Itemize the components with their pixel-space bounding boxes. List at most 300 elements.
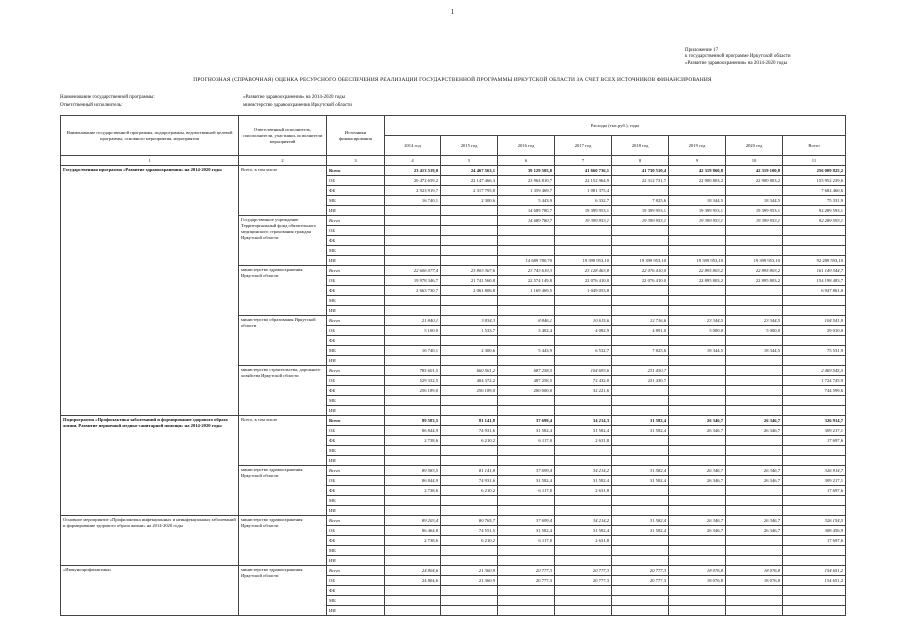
amount-cell: [498, 236, 555, 246]
amount-cell: 19 399 953,1: [726, 216, 783, 226]
amount-cell: [441, 246, 498, 256]
amount-cell: 74 551,5: [441, 526, 498, 536]
source-cell: Всего: [327, 416, 385, 426]
amount-cell: 23 128 463,8: [555, 266, 612, 276]
amount-cell: [498, 246, 555, 256]
amount-cell: [441, 546, 498, 556]
amount-cell: [441, 236, 498, 246]
amount-cell: [669, 596, 726, 606]
total-cell: 2 469 545,5: [783, 366, 846, 376]
source-cell: Всего: [327, 466, 385, 476]
amount-cell: [498, 396, 555, 406]
amount-cell: 22 147 466,3: [441, 176, 498, 186]
amount-cell: [555, 406, 612, 416]
amount-cell: [612, 406, 669, 416]
table-row: [61, 516, 846, 526]
executor-cell: министерство здравоохранения Иркутской области: [239, 566, 327, 616]
source-cell: ИИ: [327, 256, 385, 266]
amount-cell: 6 117,0: [498, 436, 555, 446]
executor-label: Ответственный исполнитель:: [60, 103, 123, 108]
amount-cell: 31 582,4: [612, 516, 669, 526]
source-cell: МБ: [327, 496, 385, 506]
amount-cell: [385, 596, 441, 606]
amount-cell: 23 964 810,7: [498, 176, 555, 186]
amount-cell: 22 895 803,2: [669, 266, 726, 276]
amount-cell: [441, 456, 498, 466]
amount-cell: [726, 596, 783, 606]
amount-cell: [669, 296, 726, 306]
amount-cell: 24 467 563,1: [441, 166, 498, 176]
total-cell: 154 651,2: [783, 566, 846, 576]
amount-cell: 20 777,3: [612, 576, 669, 586]
program-name-cell: Государственная программа «Развитие здравоохранения» на 2014-2020 годы: [61, 166, 239, 416]
amount-cell: [555, 586, 612, 596]
amount-cell: [441, 336, 498, 346]
source-cell: ОБ: [327, 426, 385, 436]
executor-cell: Всего, в том числе: [239, 416, 327, 466]
amount-cell: 5 443,9: [498, 196, 555, 206]
amount-cell: 31 582,4: [555, 526, 612, 536]
amount-cell: 19 399 953,1: [726, 206, 783, 216]
amount-cell: 687 258,5: [498, 366, 555, 376]
executor-cell: министерство здравоохранения Иркутской области: [239, 466, 327, 516]
amount-cell: [669, 246, 726, 256]
amount-cell: 26 346,7: [726, 476, 783, 486]
total-cell: 92 289 593,1: [783, 206, 846, 216]
source-cell: МБ: [327, 296, 385, 306]
amount-cell: [385, 356, 441, 366]
amount-cell: [441, 586, 498, 596]
amount-cell: 487 258,5: [498, 376, 555, 386]
amount-cell: [441, 216, 498, 226]
source-cell: Всего: [327, 166, 385, 176]
table-row: [61, 166, 846, 176]
amount-cell: [669, 306, 726, 316]
amount-cell: 529 332,5: [385, 376, 441, 386]
amount-cell: 24 804,6: [385, 576, 441, 586]
total-cell: 17 697,6: [783, 536, 846, 546]
table-body: [61, 166, 846, 616]
source-cell: МБ: [327, 596, 385, 606]
amount-cell: 20 777,3: [555, 576, 612, 586]
amount-cell: 22 900 803,2: [726, 176, 783, 186]
amount-cell: 19 399 953,1: [612, 206, 669, 216]
amount-cell: 1 169 469,5: [498, 286, 555, 296]
source-cell: Всего: [327, 516, 385, 526]
amount-cell: [612, 436, 669, 446]
amount-cell: 34 214,2: [555, 516, 612, 526]
amount-cell: [612, 396, 669, 406]
executor-cell: Государственное учреждение Территориальный фонд обязательного медицинского страхования граждан Иркутской области: [239, 216, 327, 266]
amount-cell: [726, 366, 783, 376]
amount-cell: [726, 286, 783, 296]
amount-cell: 19 399 953,10: [612, 256, 669, 266]
amount-cell: [441, 396, 498, 406]
amount-cell: 26 346,7: [726, 516, 783, 526]
amount-cell: [441, 496, 498, 506]
amount-cell: [669, 336, 726, 346]
source-cell: МБ: [327, 396, 385, 406]
amount-cell: 18 344,5: [669, 196, 726, 206]
source-cell: ИИ: [327, 556, 385, 566]
amount-cell: 41 730 510,4: [612, 166, 669, 176]
source-cell: Всего: [327, 316, 385, 326]
amount-cell: 660 561,2: [441, 366, 498, 376]
column-index: 11: [783, 156, 846, 166]
amount-cell: [669, 556, 726, 566]
amount-cell: [441, 356, 498, 366]
total-cell: 161 149 544,7: [783, 266, 846, 276]
amount-cell: 200 000,0: [498, 386, 555, 396]
amount-cell: 86 464,8: [385, 526, 441, 536]
amount-cell: [498, 596, 555, 606]
executor-cell: министерство строительства, дорожного хозяйства Иркутской области: [239, 366, 327, 416]
amount-cell: [385, 256, 441, 266]
amount-cell: 37 699,4: [498, 416, 555, 426]
amount-cell: 5 100,0: [385, 326, 441, 336]
executor-cell: министерство образования Иркутской области: [239, 316, 327, 366]
total-cell: [783, 406, 846, 416]
amount-cell: [441, 446, 498, 456]
amount-cell: [555, 456, 612, 466]
amount-cell: [385, 226, 441, 236]
amount-cell: [669, 606, 726, 616]
amount-cell: [726, 376, 783, 386]
amount-cell: 2 631,8: [555, 536, 612, 546]
amount-cell: [498, 336, 555, 346]
amount-cell: 22 895 803,2: [726, 266, 783, 276]
amount-cell: 20 777,3: [612, 566, 669, 576]
amount-cell: 2 631,8: [555, 486, 612, 496]
amount-cell: [498, 586, 555, 596]
amount-cell: [669, 186, 726, 196]
total-cell: [783, 356, 846, 366]
amount-cell: [385, 586, 441, 596]
amount-cell: [555, 446, 612, 456]
amount-cell: 23 743 619,3: [498, 266, 555, 276]
amount-cell: 26 346,7: [669, 516, 726, 526]
amount-cell: [385, 396, 441, 406]
resource-table: [60, 115, 846, 616]
amount-cell: [669, 236, 726, 246]
amount-cell: 6 117,0: [498, 486, 555, 496]
column-index: 5: [441, 156, 498, 166]
appendix-line: Приложение 17: [685, 48, 719, 53]
amount-cell: [669, 456, 726, 466]
amount-cell: 21 840,1: [385, 316, 441, 326]
column-index: 6: [498, 156, 555, 166]
source-cell: ФБ: [327, 236, 385, 246]
amount-cell: 21 360,9: [441, 566, 498, 576]
source-cell: ФБ: [327, 486, 385, 496]
amount-cell: 19 399 953,1: [555, 206, 612, 216]
total-cell: 744 599,6: [783, 386, 846, 396]
amount-cell: 42 319 100,8: [726, 166, 783, 176]
amount-cell: 23 413 519,0: [385, 166, 441, 176]
total-cell: 75 531,9: [783, 346, 846, 356]
total-cell: [783, 606, 846, 616]
total-cell: 92 289 593,10: [783, 256, 846, 266]
amount-cell: [612, 486, 669, 496]
amount-cell: [669, 376, 726, 386]
amount-cell: [441, 306, 498, 316]
amount-cell: 22 606 077,4: [385, 266, 441, 276]
amount-cell: [669, 496, 726, 506]
header-program-name: Наименование государственной программы, подпрограммы, ведомственной целевой программы, основного мероприятия, мероприятия: [61, 116, 239, 156]
source-cell: Всего: [327, 366, 385, 376]
amount-cell: [385, 236, 441, 246]
amount-cell: 24 804,6: [385, 566, 441, 576]
total-cell: 1 724 745,9: [783, 376, 846, 386]
amount-cell: [385, 206, 441, 216]
amount-cell: 34 214,3: [555, 416, 612, 426]
header-year: 2017 год: [555, 136, 612, 156]
amount-cell: 26 346,7: [669, 466, 726, 476]
amount-cell: 2 663 730,7: [385, 286, 441, 296]
amount-cell: 22 900 803,2: [669, 176, 726, 186]
amount-cell: [726, 296, 783, 306]
amount-cell: 785 601,5: [385, 366, 441, 376]
amount-cell: [726, 436, 783, 446]
amount-cell: 4 082,9: [555, 326, 612, 336]
source-cell: ИИ: [327, 406, 385, 416]
amount-cell: [669, 536, 726, 546]
amount-cell: 18 344,5: [669, 346, 726, 356]
amount-cell: 7 825,6: [612, 346, 669, 356]
amount-cell: [612, 506, 669, 516]
header-year: 2016 год: [498, 136, 555, 156]
amount-cell: [441, 226, 498, 236]
amount-cell: 26 346,7: [726, 416, 783, 426]
amount-cell: [385, 306, 441, 316]
column-index: 9: [669, 156, 726, 166]
amount-cell: 19 399 953,10: [555, 256, 612, 266]
source-cell: ОБ: [327, 376, 385, 386]
amount-cell: 39 129 505,0: [498, 166, 555, 176]
total-cell: [783, 506, 846, 516]
amount-cell: 5 443,9: [498, 346, 555, 356]
source-cell: ОБ: [327, 576, 385, 586]
amount-cell: [726, 406, 783, 416]
program-value: «Развитие здравоохранения» на 2014-2020 годы: [243, 95, 345, 100]
amount-cell: [385, 506, 441, 516]
amount-cell: [385, 496, 441, 506]
amount-cell: 26 346,7: [726, 526, 783, 536]
amount-cell: [385, 456, 441, 466]
source-cell: ИИ: [327, 506, 385, 516]
source-cell: МБ: [327, 546, 385, 556]
amount-cell: [612, 546, 669, 556]
amount-cell: 2 300,6: [441, 196, 498, 206]
executor-cell: министерство здравоохранения Иркутской области: [239, 516, 327, 566]
page-number: 1: [450, 8, 455, 16]
amount-cell: 1 049 053,8: [555, 286, 612, 296]
amount-cell: [441, 256, 498, 266]
amount-cell: 3 402,4: [498, 326, 555, 336]
amount-cell: [498, 296, 555, 306]
source-cell: ОБ: [327, 226, 385, 236]
amount-cell: 34 214,2: [555, 466, 612, 476]
amount-cell: [555, 246, 612, 256]
amount-cell: [385, 606, 441, 616]
amount-cell: 6 532,7: [555, 346, 612, 356]
amount-cell: 6 210,2: [441, 536, 498, 546]
amount-cell: 31 582,4: [612, 426, 669, 436]
amount-cell: 16 740,1: [385, 196, 441, 206]
table-header: [61, 116, 846, 166]
amount-cell: [612, 356, 669, 366]
amount-cell: 22 312 731,7: [612, 176, 669, 186]
amount-cell: 19 399 953,1: [669, 216, 726, 226]
amount-cell: 74 931,6: [441, 426, 498, 436]
amount-cell: [555, 336, 612, 346]
amount-cell: [385, 216, 441, 226]
amount-cell: [612, 496, 669, 506]
amount-cell: [498, 456, 555, 466]
source-cell: ФБ: [327, 286, 385, 296]
header-year: 2014 год: [385, 136, 441, 156]
amount-cell: [555, 506, 612, 516]
amount-cell: 80 765,7: [441, 516, 498, 526]
amount-cell: 22 895 803,2: [669, 276, 726, 286]
amount-cell: [726, 506, 783, 516]
amount-cell: [385, 546, 441, 556]
amount-cell: [385, 406, 441, 416]
amount-cell: [612, 556, 669, 566]
amount-cell: [555, 296, 612, 306]
amount-cell: 26 346,7: [669, 526, 726, 536]
amount-cell: [385, 246, 441, 256]
column-index: 1: [61, 156, 239, 166]
amount-cell: 18 344,5: [726, 346, 783, 356]
amount-cell: 26 346,7: [669, 426, 726, 436]
amount-cell: [612, 246, 669, 256]
total-cell: 326 154,5: [783, 516, 846, 526]
total-cell: [783, 336, 846, 346]
amount-cell: [669, 396, 726, 406]
amount-cell: 22 895 803,2: [726, 276, 783, 286]
amount-cell: [669, 286, 726, 296]
amount-cell: [385, 446, 441, 456]
amount-cell: [498, 506, 555, 516]
amount-cell: [726, 236, 783, 246]
amount-cell: 81 141,8: [441, 416, 498, 426]
amount-cell: 19 399 953,10: [669, 256, 726, 266]
amount-cell: [726, 556, 783, 566]
amount-cell: [555, 606, 612, 616]
source-cell: МБ: [327, 446, 385, 456]
amount-cell: 89 583,5: [385, 416, 441, 426]
amount-cell: 31 582,4: [612, 416, 669, 426]
amount-cell: 31 582,4: [612, 526, 669, 536]
appendix-line: «Развитие здравоохранения» на 2014-2020 годы: [685, 60, 787, 66]
amount-cell: 2 923 919,7: [385, 186, 441, 196]
amount-cell: 22 574 149,8: [498, 276, 555, 286]
amount-cell: 20 472 659,2: [385, 176, 441, 186]
amount-cell: 31 582,4: [612, 476, 669, 486]
source-cell: ОБ: [327, 326, 385, 336]
total-cell: [783, 246, 846, 256]
total-cell: 326 914,7: [783, 466, 846, 476]
amount-cell: [726, 486, 783, 496]
amount-cell: [441, 556, 498, 566]
total-cell: [783, 586, 846, 596]
amount-cell: 86 844,9: [385, 426, 441, 436]
executor-cell: Всего, в том числе: [239, 166, 327, 216]
amount-cell: [555, 356, 612, 366]
amount-cell: [726, 356, 783, 366]
amount-cell: 404 372,2: [441, 376, 498, 386]
amount-cell: 256 189,0: [441, 386, 498, 396]
total-cell: 154 198 483,7: [783, 276, 846, 286]
total-cell: [783, 496, 846, 506]
program-name-cell: «Иммунопрофилактика»: [61, 566, 239, 616]
amount-cell: 19 399 953,10: [726, 256, 783, 266]
amount-cell: 19 978 346,7: [385, 276, 441, 286]
header-year: 2015 год: [441, 136, 498, 156]
total-cell: [783, 396, 846, 406]
source-cell: ИИ: [327, 606, 385, 616]
amount-cell: [498, 226, 555, 236]
amount-cell: [612, 226, 669, 236]
total-cell: 309 217,1: [783, 476, 846, 486]
amount-cell: [441, 296, 498, 306]
amount-cell: [669, 506, 726, 516]
amount-cell: [555, 496, 612, 506]
amount-cell: 256 189,0: [385, 386, 441, 396]
amount-cell: 18 076,8: [726, 566, 783, 576]
amount-cell: [669, 436, 726, 446]
amount-cell: 1 081 375,4: [555, 186, 612, 196]
amount-cell: [669, 486, 726, 496]
header-year: 2020 год: [726, 136, 783, 156]
amount-cell: 2 631,8: [555, 436, 612, 446]
amount-cell: [612, 606, 669, 616]
header-executor: Ответственный исполнитель, соисполнители, участники, исполнители мероприятий: [239, 116, 327, 156]
column-index: 4: [385, 156, 441, 166]
amount-cell: [612, 306, 669, 316]
total-cell: [783, 456, 846, 466]
total-cell: [783, 596, 846, 606]
amount-cell: [726, 386, 783, 396]
total-cell: [783, 296, 846, 306]
amount-cell: 8 846,1: [498, 316, 555, 326]
amount-cell: [441, 506, 498, 516]
amount-cell: 231 430,7: [612, 366, 669, 376]
amount-cell: [498, 406, 555, 416]
amount-cell: [612, 536, 669, 546]
amount-cell: [726, 336, 783, 346]
amount-cell: 12 716,6: [612, 316, 669, 326]
amount-cell: [726, 606, 783, 616]
amount-cell: [726, 536, 783, 546]
amount-cell: [726, 246, 783, 256]
amount-cell: [612, 596, 669, 606]
source-cell: МБ: [327, 196, 385, 206]
amount-cell: 21 360,9: [441, 576, 498, 586]
amount-cell: [669, 586, 726, 596]
amount-cell: [669, 226, 726, 236]
total-cell: [783, 306, 846, 316]
program-name-cell: Основное мероприятие «Профилактика инфекционных и неинфекционных заболеваний и формирование здорового образа жизни» на 2014-2020 годы: [61, 516, 239, 566]
amount-cell: [669, 406, 726, 416]
amount-cell: 22 076 410,0: [555, 276, 612, 286]
amount-cell: 20 777,3: [555, 566, 612, 576]
total-cell: 104 541,9: [783, 316, 846, 326]
amount-cell: 6 117,0: [498, 536, 555, 546]
amount-cell: [669, 386, 726, 396]
document-title: ПРОГНОЗНАЯ (СПРАВОЧНАЯ) ОЦЕНКА РЕСУРСНОГО ОБЕСПЕЧЕНИЯ РЕАЛИЗАЦИИ ГОСУДАРСТВЕННОЙ ПРОГРАММЫ ИРКУТСКОЙ ОБЛАСТИ ЗА СЧЕТ ВСЕХ ИСТОЧНИКОВ ФИНАНСИРОВАНИЯ: [193, 77, 712, 83]
